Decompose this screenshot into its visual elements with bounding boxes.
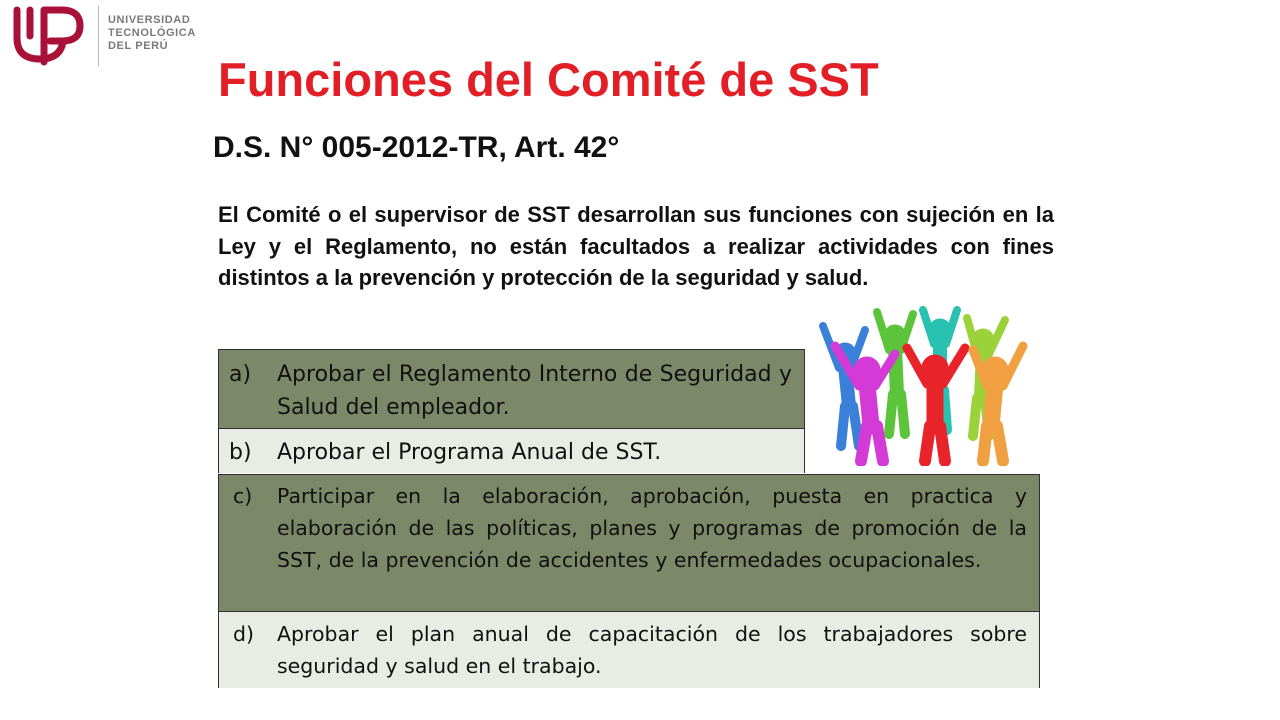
function-item-b: [219, 429, 804, 473]
function-letter: c): [233, 484, 253, 508]
intro-paragraph: El Comité o el supervisor de SST desarrollan sus funciones con sujeción en la Ley y el Reglamento, no están facultados a realizar actividades con fines distintos a la prevención y protección de la seguridad y salud.: [218, 202, 1054, 290]
teamwork-people-illustration: [815, 306, 1035, 466]
utp-logo-mark: [10, 4, 92, 66]
slide-title: Funciones del Comité de SST: [218, 53, 879, 106]
function-text: Aprobar el Programa Anual de SST.: [277, 440, 662, 465]
function-item-d: [219, 612, 1039, 688]
functions-table-bottom: [218, 474, 1040, 688]
logo-divider: [98, 6, 99, 66]
utp-logo: [10, 4, 200, 66]
function-text: Aprobar el plan anual de capacitación de los trabajadores sobre seguridad y salud en el trabajo.: [277, 622, 1027, 678]
function-letter: d): [233, 622, 255, 646]
logo-line-2: TECNOLÓGICA: [108, 27, 196, 39]
logo-text: [108, 14, 196, 53]
functions-table-top: [218, 349, 805, 473]
slide-subtitle: D.S. N° 005-2012-TR, Art. 42°: [213, 131, 620, 164]
function-item-a: [219, 358, 804, 430]
function-letter: b): [229, 440, 252, 465]
logo-line-1: UNIVERSIDAD: [108, 14, 191, 26]
function-item-c: [219, 480, 1039, 612]
function-text: Aprobar el Reglamento Interno de Seguridad y Salud del empleador.: [277, 362, 792, 420]
logo-line-3: DEL PERÚ: [108, 40, 169, 52]
function-letter: a): [229, 362, 252, 387]
function-text: Participar en la elaboración, aprobación, puesta en practica y elaboración de las políticas, planes y programas de promoción de la SST, de la prevención de accidentes y enfermedades ocupacionales.: [277, 484, 1027, 572]
